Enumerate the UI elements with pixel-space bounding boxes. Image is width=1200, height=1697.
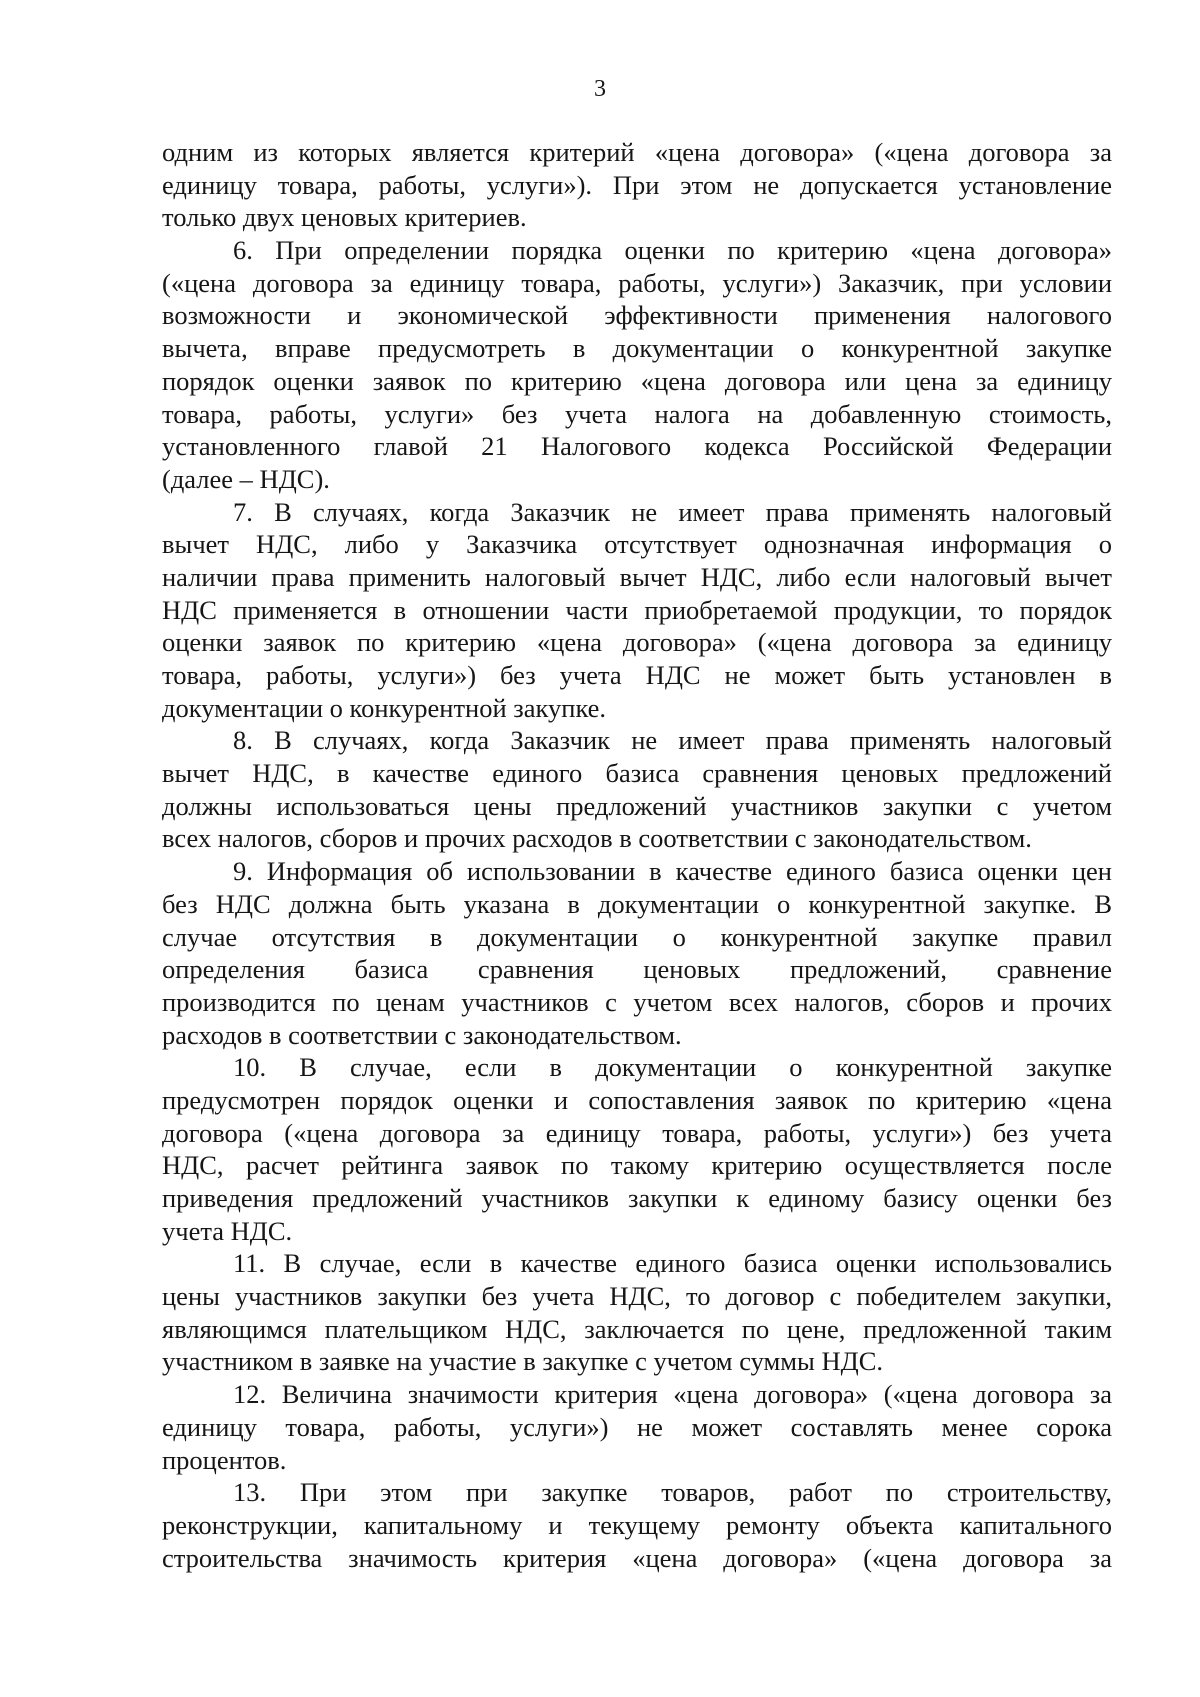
text-line: порядок оценки заявок по критерию «цена договора или цена за единицу [162,365,1112,396]
text-line: 9. Информация об использовании в качестве единого базиса оценки цен [233,856,1112,887]
text-line: установленного главой 21 Налогового кодекса Российской Федерации [162,431,1112,462]
text-line: вычет НДС, либо у Заказчика отсутствует однозначная информация о [162,529,1112,560]
text-line: 10. В случае, если в документации о конкурентной закупке [233,1052,1112,1083]
text-line: учета НДС. [162,1215,293,1246]
text-line: наличии права применить налоговый вычет НДС, либо если налоговый вычет [162,561,1112,592]
text-line: товара, работы, услуги» без учета налога на добавленную стоимость, [162,398,1112,429]
text-line: вычет НДС, в качестве единого базиса сравнения ценовых предложений [162,758,1112,789]
text-line: договора («цена договора за единицу товара, работы, услуги») без учета [162,1117,1112,1148]
text-line: вычета, вправе предусмотреть в документации о конкурентной закупке [162,333,1112,364]
text-line: расходов в соответствии с законодательством. [162,1019,682,1050]
text-line: единицу товара, работы, услуги») не может составлять менее сорока [162,1411,1112,1442]
text-line: приведения предложений участников закупки к единому базису оценки без [162,1183,1112,1213]
text-line: участником в заявке на участие в закупке с учетом суммы НДС. [162,1346,883,1377]
text-line: 11. В случае, если в качестве единого базиса оценки использовались [233,1248,1112,1279]
text-line: определения базиса сравнения ценовых предложений, сравнение [162,954,1112,985]
text-line: 7. В случаях, когда Заказчик не имеет права применять налоговый [233,496,1112,527]
text-line: предусмотрен порядок оценки и сопоставления заявок по критерию «цена [162,1084,1112,1115]
text-line: товара, работы, услуги») без учета НДС не может быть установлен в [162,660,1112,690]
text-line: единицу товара, работы, услуги»). При этом не допускается установление [162,169,1112,200]
text-line: случае отсутствия в документации о конкурентной закупке правил [162,921,1112,952]
text-line: («цена договора за единицу товара, работы, услуги») Заказчик, при условии [162,267,1112,298]
text-line: документации о конкурентной закупке. [162,692,607,723]
text-line: 12. Величина значимости критерия «цена договора» («цена договора за [233,1379,1112,1410]
text-line: должны использоваться цены предложений участников закупки с учетом [162,790,1112,821]
text-line: НДС применяется в отношении части приобретаемой продукции, то порядок [162,594,1112,625]
text-line: всех налогов, сборов и прочих расходов в соответствии с законодательством. [162,823,1032,854]
text-line: 8. В случаях, когда Заказчик не имеет права применять налоговый [233,725,1112,756]
text-line: без НДС должна быть указана в документации о конкурентной закупке. В [162,888,1112,919]
document-body [162,136,1112,1574]
text-line: процентов. [162,1444,287,1475]
text-line: производится по ценам участников с учетом всех налогов, сборов и прочих [162,986,1112,1017]
text-line: 6. При определении порядка оценки по критерию «цена договора» [233,235,1112,266]
page-number: 3 [594,76,606,102]
text-line: цены участников закупки без учета НДС, то договор с победителем закупки, [162,1281,1112,1312]
text-line: реконструкции, капитальному и текущему ремонту объекта капитального [162,1509,1112,1540]
text-line: НДС, расчет рейтинга заявок по такому критерию осуществляется после [162,1150,1112,1181]
text-line: 13. При этом при закупке товаров, работ по строительству, [233,1477,1112,1508]
text-line: одним из которых является критерий «цена договора» («цена договора за [162,137,1112,167]
text-line: только двух ценовых критериев. [162,202,527,233]
text-line: возможности и экономической эффективности применения налогового [162,300,1112,331]
text-line: строительства значимость критерия «цена договора» («цена договора за [162,1542,1112,1573]
text-line: (далее – НДС). [162,463,330,494]
text-line: являющимся плательщиком НДС, заключается по цене, предложенной таким [162,1313,1112,1344]
text-line: оценки заявок по критерию «цена договора» («цена договора за единицу [162,627,1112,658]
